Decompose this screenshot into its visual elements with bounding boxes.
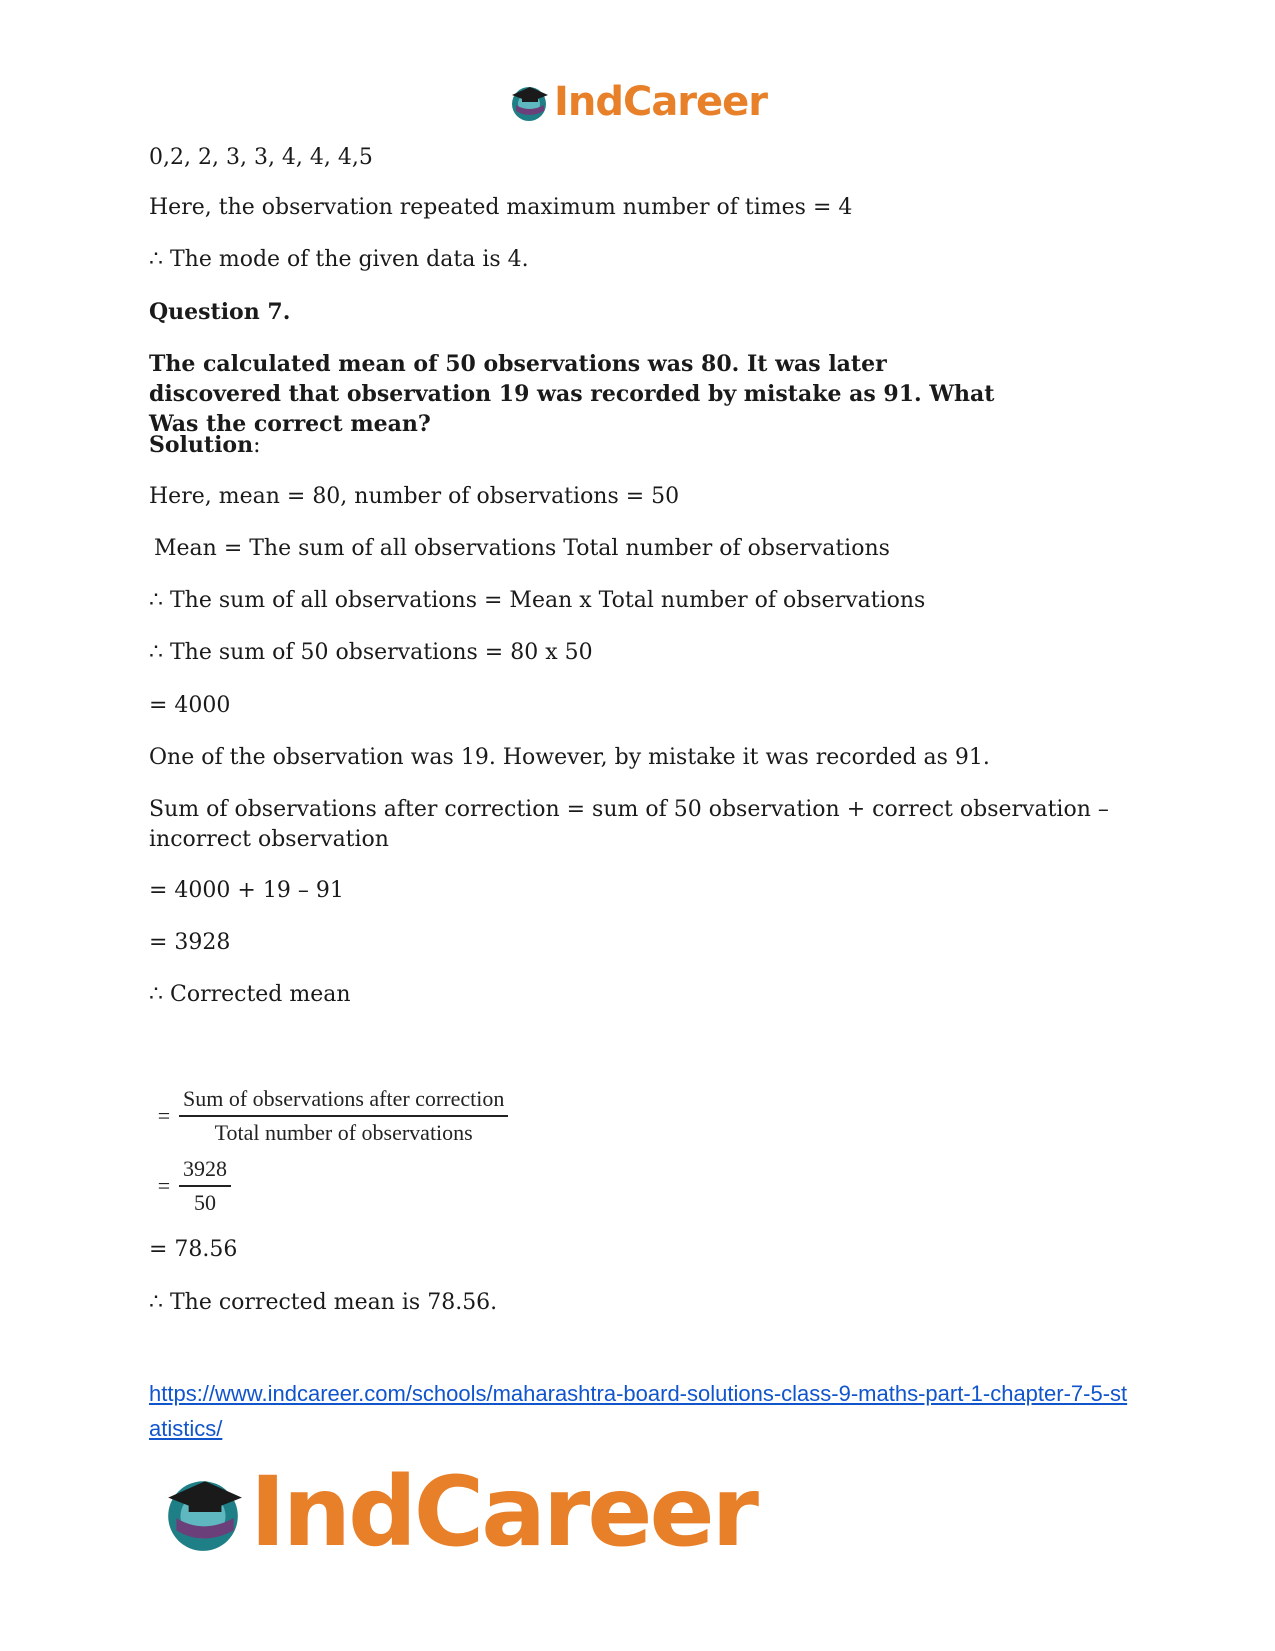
header-logo-text: IndCareer [553, 79, 768, 125]
fraction [179, 1156, 231, 1216]
solution-label: Solution [149, 432, 254, 458]
graduation-cap-globe-icon [160, 1469, 246, 1555]
text-line: = 4000 [149, 693, 231, 718]
fraction-row [149, 1156, 231, 1216]
data-list: 0,2, 2, 3, 3, 4, 4, 4,5 [149, 145, 373, 170]
conclusion-line: ∴ The corrected mean is 78.56. [149, 1290, 498, 1315]
text-line: ∴ The mode of the given data is 4. [149, 247, 529, 272]
text-line: = 4000 + 19 – 91 [149, 878, 344, 903]
question-heading: Question 7. [149, 299, 291, 325]
fraction-numerator: 3928 [179, 1156, 231, 1187]
fraction-numerator: Sum of observations after correction [179, 1086, 508, 1117]
fraction-equations [149, 1086, 549, 1226]
fraction-row [149, 1086, 508, 1146]
graduation-cap-globe-icon [508, 81, 550, 123]
text-line: ∴ The sum of all observations = Mean x Total number of observations [149, 588, 926, 613]
solution-heading [149, 430, 1129, 461]
fraction-denominator: 50 [194, 1190, 216, 1215]
text-line: = 3928 [149, 930, 231, 955]
footer-logo [160, 1456, 756, 1568]
fraction-denominator: Total number of observations [214, 1120, 473, 1145]
equals-sign: = [157, 1103, 171, 1128]
text-line: Here, mean = 80, number of observations = 50 [149, 484, 680, 509]
header-logo [0, 78, 1275, 127]
text-line: ∴ The sum of 50 observations = 80 x 50 [149, 640, 593, 665]
solution-colon: : [253, 433, 261, 458]
text-line: Here, the observation repeated maximum number of times = 4 [149, 195, 853, 220]
text-line: ∴ Corrected mean [149, 982, 351, 1007]
question-text: The calculated mean of 50 observations was 80. It was later discovered that observation 19 was recorded by mistake as 91. What Was the correct mean? [149, 351, 995, 437]
text-line: One of the observation was 19. However, by mistake it was recorded as 91. [149, 745, 990, 770]
equals-sign: = [157, 1173, 171, 1198]
text-line: Sum of observations after correction = sum of 50 observation + correct observation – incorrect observation [149, 797, 1109, 852]
fraction [179, 1086, 508, 1146]
source-link[interactable]: https://www.indcareer.com/schools/maharashtra-board-solutions-class-9-maths-part-1-chapter-7-5-statistics/ [149, 1381, 1128, 1441]
text-line: = 78.56 [149, 1237, 238, 1262]
text-line: Mean = The sum of all observations Total number of observations [154, 536, 890, 561]
footer-logo-text: IndCareer [250, 1456, 756, 1568]
